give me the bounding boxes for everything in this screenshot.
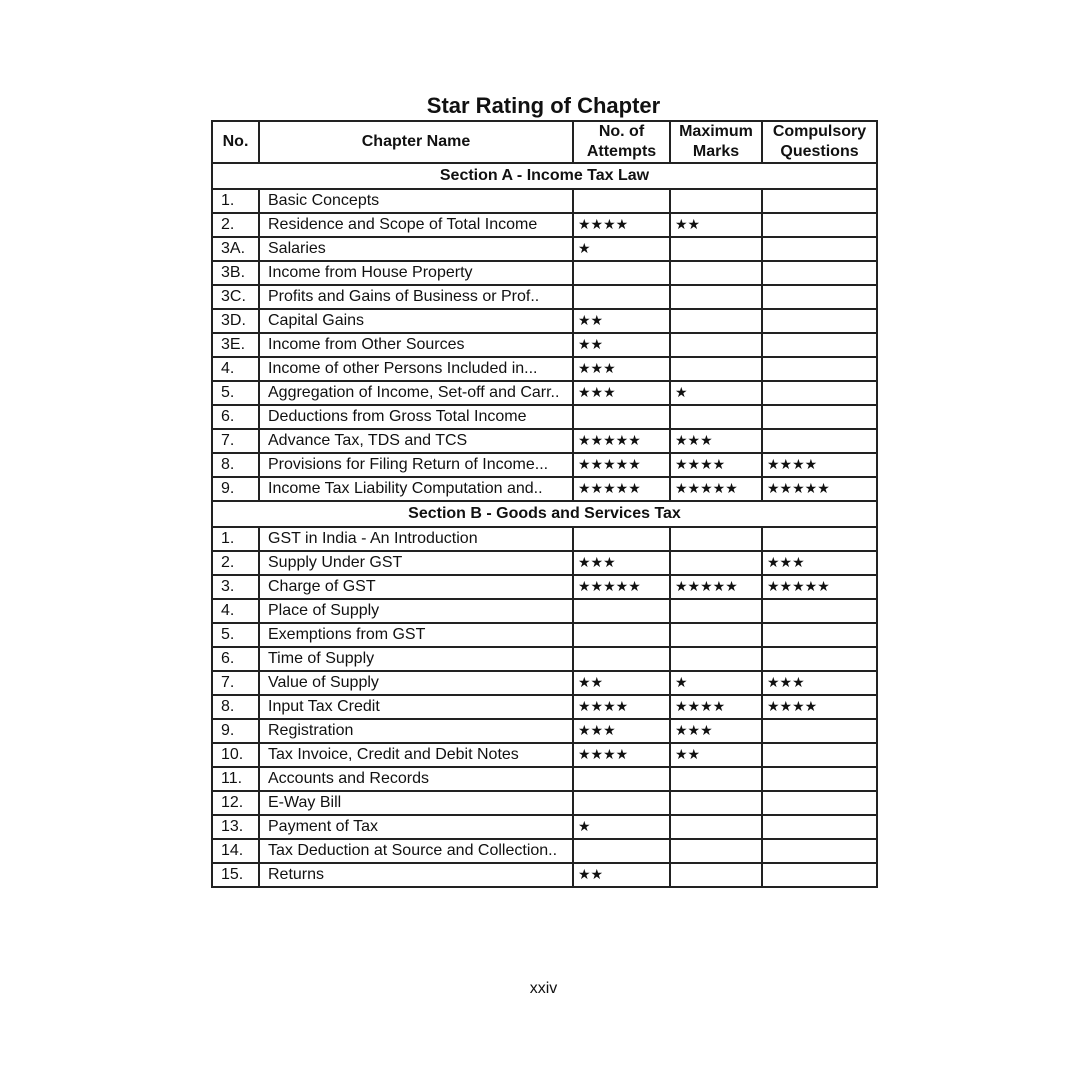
chapter-name: Charge of GST	[259, 575, 573, 599]
attempts-rating: ★★	[573, 333, 670, 357]
marks-rating	[670, 839, 762, 863]
table-row	[212, 237, 877, 261]
compulsory-rating	[762, 213, 877, 237]
attempts-rating: ★	[573, 815, 670, 839]
table-row	[212, 719, 877, 743]
chapter-number: 2.	[212, 213, 259, 237]
compulsory-rating	[762, 285, 877, 309]
compulsory-rating	[762, 261, 877, 285]
attempts-rating	[573, 839, 670, 863]
marks-rating	[670, 405, 762, 429]
compulsory-rating	[762, 527, 877, 551]
chapter-number: 3E.	[212, 333, 259, 357]
table-row	[212, 599, 877, 623]
marks-rating	[670, 863, 762, 887]
chapter-name: Time of Supply	[259, 647, 573, 671]
compulsory-rating	[762, 647, 877, 671]
compulsory-rating	[762, 719, 877, 743]
table-row	[212, 863, 877, 887]
chapter-number: 6.	[212, 405, 259, 429]
chapter-name: Exemptions from GST	[259, 623, 573, 647]
chapter-name: Tax Deduction at Source and Collection..	[259, 839, 573, 863]
attempts-rating	[573, 285, 670, 309]
attempts-rating: ★★	[573, 309, 670, 333]
table-row	[212, 261, 877, 285]
chapter-number: 7.	[212, 671, 259, 695]
marks-rating: ★★★★★	[670, 477, 762, 501]
table-row	[212, 477, 877, 501]
compulsory-rating	[762, 381, 877, 405]
marks-rating	[670, 189, 762, 213]
attempts-rating: ★★★★	[573, 213, 670, 237]
attempts-rating	[573, 767, 670, 791]
marks-rating: ★★★	[670, 719, 762, 743]
compulsory-rating	[762, 599, 877, 623]
chapter-name: Salaries	[259, 237, 573, 261]
attempts-rating	[573, 261, 670, 285]
compulsory-rating	[762, 767, 877, 791]
chapter-number: 3D.	[212, 309, 259, 333]
marks-rating: ★★★★★	[670, 575, 762, 599]
table-row	[212, 357, 877, 381]
chapter-name: Income from Other Sources	[259, 333, 573, 357]
chapter-name: Value of Supply	[259, 671, 573, 695]
compulsory-rating	[762, 333, 877, 357]
chapter-name: Residence and Scope of Total Income	[259, 213, 573, 237]
attempts-rating	[573, 405, 670, 429]
chapter-name: Tax Invoice, Credit and Debit Notes	[259, 743, 573, 767]
compulsory-rating	[762, 743, 877, 767]
table-row	[212, 285, 877, 309]
compulsory-rating: ★★★★	[762, 695, 877, 719]
chapter-number: 15.	[212, 863, 259, 887]
marks-rating	[670, 647, 762, 671]
attempts-rating: ★★★★★	[573, 453, 670, 477]
compulsory-rating	[762, 309, 877, 333]
table-row	[212, 647, 877, 671]
chapter-name: E-Way Bill	[259, 791, 573, 815]
chapter-name: Profits and Gains of Business or Prof..	[259, 285, 573, 309]
table-row	[212, 213, 877, 237]
chapter-name: GST in India - An Introduction	[259, 527, 573, 551]
table-row	[212, 381, 877, 405]
column-header-maximum-marks: Maximum Marks	[670, 121, 762, 163]
marks-rating	[670, 309, 762, 333]
chapter-number: 3.	[212, 575, 259, 599]
attempts-rating	[573, 527, 670, 551]
star-rating-table	[211, 120, 878, 888]
attempts-rating: ★★★	[573, 551, 670, 575]
marks-rating: ★★	[670, 743, 762, 767]
chapter-name: Aggregation of Income, Set-off and Carr..	[259, 381, 573, 405]
attempts-rating: ★★★★★	[573, 575, 670, 599]
chapter-name: Accounts and Records	[259, 767, 573, 791]
chapter-name: Input Tax Credit	[259, 695, 573, 719]
table-body	[212, 163, 877, 887]
chapter-number: 1.	[212, 527, 259, 551]
attempts-rating: ★★	[573, 863, 670, 887]
attempts-rating	[573, 791, 670, 815]
compulsory-rating: ★★★★	[762, 453, 877, 477]
compulsory-rating: ★★★★★	[762, 575, 877, 599]
chapter-number: 8.	[212, 453, 259, 477]
chapter-name: Income Tax Liability Computation and..	[259, 477, 573, 501]
table-row	[212, 429, 877, 453]
marks-rating	[670, 551, 762, 575]
chapter-number: 10.	[212, 743, 259, 767]
chapter-number: 3B.	[212, 261, 259, 285]
chapter-name: Payment of Tax	[259, 815, 573, 839]
attempts-rating: ★	[573, 237, 670, 261]
marks-rating: ★★★★	[670, 453, 762, 477]
chapter-number: 7.	[212, 429, 259, 453]
chapter-name: Provisions for Filing Return of Income...	[259, 453, 573, 477]
chapter-name: Registration	[259, 719, 573, 743]
attempts-rating: ★★★★	[573, 743, 670, 767]
column-header-chapter-name: Chapter Name	[259, 121, 573, 163]
chapter-number: 6.	[212, 647, 259, 671]
table-row	[212, 767, 877, 791]
chapter-name: Basic Concepts	[259, 189, 573, 213]
chapter-name: Returns	[259, 863, 573, 887]
attempts-rating	[573, 599, 670, 623]
attempts-rating	[573, 647, 670, 671]
section-heading: Section A - Income Tax Law	[212, 163, 877, 189]
chapter-number: 11.	[212, 767, 259, 791]
page-title: Star Rating of Chapter	[426, 93, 661, 118]
chapter-name: Place of Supply	[259, 599, 573, 623]
section-heading: Section B - Goods and Services Tax	[212, 501, 877, 527]
attempts-rating: ★★★★★	[573, 477, 670, 501]
compulsory-rating	[762, 791, 877, 815]
chapter-number: 9.	[212, 719, 259, 743]
chapter-name: Deductions from Gross Total Income	[259, 405, 573, 429]
compulsory-rating	[762, 357, 877, 381]
compulsory-rating	[762, 623, 877, 647]
table-row	[212, 695, 877, 719]
attempts-rating: ★★★	[573, 381, 670, 405]
attempts-rating: ★★★★★	[573, 429, 670, 453]
page-number: xxiv	[529, 980, 558, 997]
marks-rating	[670, 237, 762, 261]
table-row	[212, 333, 877, 357]
marks-rating: ★	[670, 671, 762, 695]
chapter-number: 12.	[212, 791, 259, 815]
compulsory-rating: ★★★	[762, 551, 877, 575]
chapter-number: 14.	[212, 839, 259, 863]
column-header-no: No.	[212, 121, 259, 163]
chapter-name: Advance Tax, TDS and TCS	[259, 429, 573, 453]
compulsory-rating	[762, 405, 877, 429]
attempts-rating	[573, 623, 670, 647]
table-row	[212, 671, 877, 695]
table-row	[212, 189, 877, 213]
compulsory-rating	[762, 237, 877, 261]
chapter-number: 3A.	[212, 237, 259, 261]
chapter-name: Income of other Persons Included in...	[259, 357, 573, 381]
table-row	[212, 453, 877, 477]
marks-rating	[670, 357, 762, 381]
compulsory-rating	[762, 189, 877, 213]
marks-rating	[670, 815, 762, 839]
table-row	[212, 791, 877, 815]
marks-rating	[670, 285, 762, 309]
table-row	[212, 527, 877, 551]
table-row	[212, 815, 877, 839]
marks-rating	[670, 333, 762, 357]
compulsory-rating: ★★★	[762, 671, 877, 695]
table-row	[212, 623, 877, 647]
chapter-number: 5.	[212, 381, 259, 405]
compulsory-rating	[762, 815, 877, 839]
table-row	[212, 575, 877, 599]
table-row	[212, 839, 877, 863]
attempts-rating: ★★★	[573, 719, 670, 743]
chapter-name: Capital Gains	[259, 309, 573, 333]
marks-rating: ★★★★	[670, 695, 762, 719]
chapter-number: 4.	[212, 357, 259, 381]
marks-rating: ★★	[670, 213, 762, 237]
section-heading-row	[212, 501, 877, 527]
chapter-number: 1.	[212, 189, 259, 213]
attempts-rating	[573, 189, 670, 213]
marks-rating	[670, 623, 762, 647]
marks-rating	[670, 599, 762, 623]
marks-rating: ★	[670, 381, 762, 405]
chapter-name: Income from House Property	[259, 261, 573, 285]
chapter-number: 13.	[212, 815, 259, 839]
table-row	[212, 309, 877, 333]
marks-rating	[670, 791, 762, 815]
chapter-number: 9.	[212, 477, 259, 501]
table-row	[212, 551, 877, 575]
attempts-rating: ★★★★	[573, 695, 670, 719]
table-row	[212, 405, 877, 429]
section-heading-row	[212, 163, 877, 189]
column-header-attempts: No. of Attempts	[573, 121, 670, 163]
marks-rating	[670, 767, 762, 791]
table-row	[212, 743, 877, 767]
compulsory-rating: ★★★★★	[762, 477, 877, 501]
compulsory-rating	[762, 429, 877, 453]
chapter-number: 5.	[212, 623, 259, 647]
chapter-number: 3C.	[212, 285, 259, 309]
marks-rating	[670, 527, 762, 551]
chapter-number: 4.	[212, 599, 259, 623]
marks-rating	[670, 261, 762, 285]
compulsory-rating	[762, 863, 877, 887]
table-header-row	[212, 121, 877, 163]
compulsory-rating	[762, 839, 877, 863]
column-header-compulsory-questions: Compulsory Questions	[762, 121, 877, 163]
marks-rating: ★★★	[670, 429, 762, 453]
attempts-rating: ★★	[573, 671, 670, 695]
chapter-number: 2.	[212, 551, 259, 575]
chapter-name: Supply Under GST	[259, 551, 573, 575]
chapter-number: 8.	[212, 695, 259, 719]
attempts-rating: ★★★	[573, 357, 670, 381]
